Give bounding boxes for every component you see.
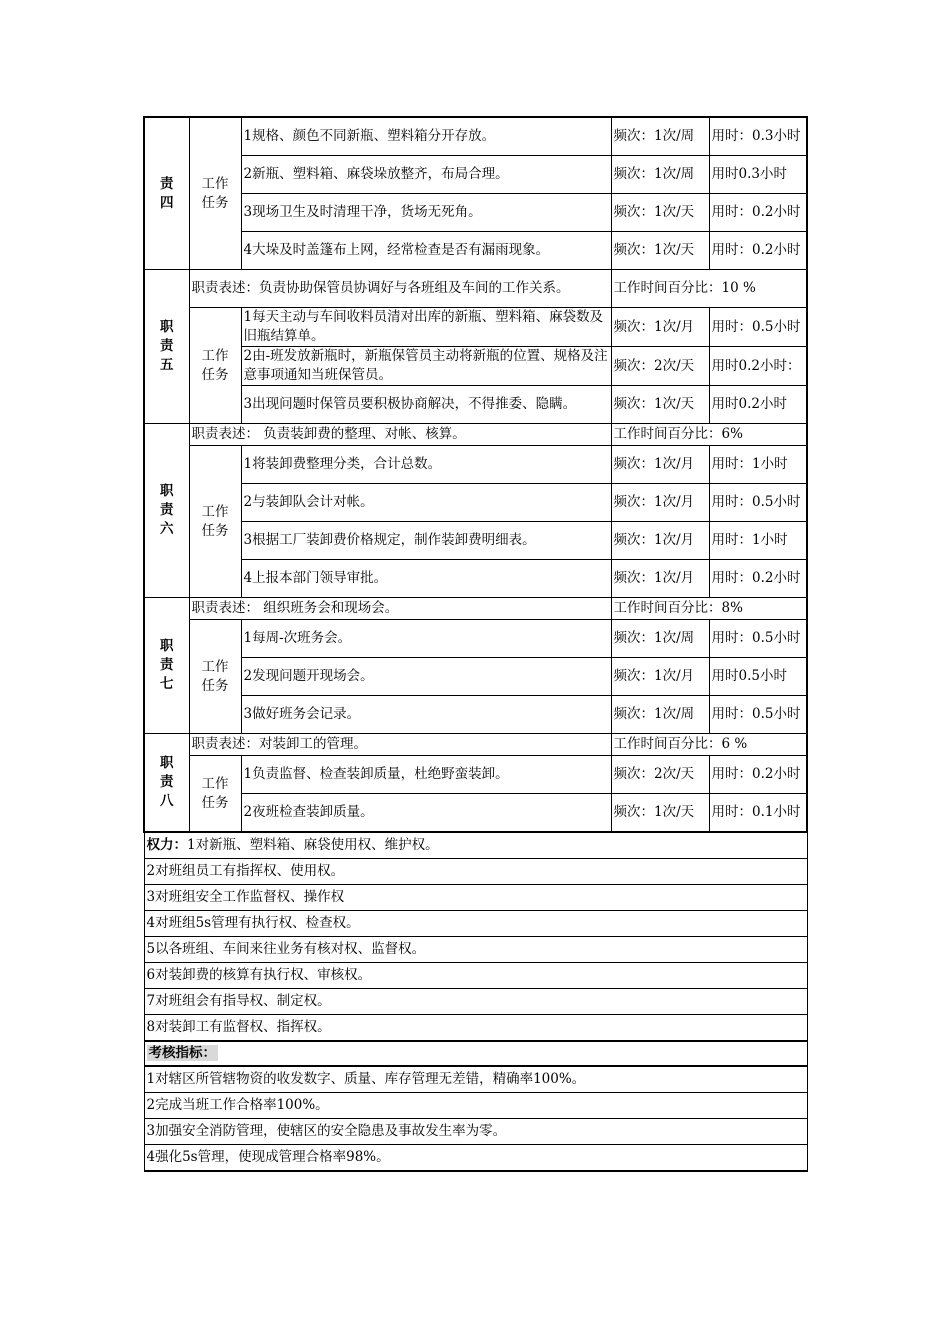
duty5-label: 职 责 五 [144,270,189,424]
duty6-task-label: 工作 任务 [189,446,241,598]
duty6-description-row [144,424,807,446]
duty5-task-1: 1每天主动与车间收料员清对出库的新瓶、塑料箱、麻袋数及旧瓶结算单。 [241,308,611,347]
duty5-task-3-frequency: 频次：1次/天 [611,386,709,424]
duty6-task-row [144,446,807,484]
kpi-item: 4强化5s管理，使现成管理合格率98%。 [144,1145,807,1172]
duty8-task-row [144,794,807,833]
duty7-task-3-frequency: 频次：1次/周 [611,696,709,734]
duty7-task-label: 工作 任务 [189,620,241,734]
duty4-task-4-frequency: 频次：1次/天 [611,232,709,270]
duty7-task-2: 2发现问题开现场会。 [241,658,611,696]
duty4-task-1-time: 用时：0.3小时 [709,117,807,156]
duty7-label: 职 责 七 [144,598,189,734]
duty7-task-row [144,658,807,696]
kpi-heading-row [144,1041,807,1066]
duty4-task-row [144,117,807,156]
power-item: 2对班组员工有指挥权、使用权。 [144,859,807,885]
duty7-task-1-frequency: 频次：1次/周 [611,620,709,658]
duty5-description: 职责表述：负责协助保管员协调好与各班组及车间的工作关系。 [189,270,611,308]
powers-row [144,963,807,989]
duty6-time-percentage: 工作时间百分比：6% [611,424,807,446]
duty8-task-1: 1负责监督、检查装卸质量，杜绝野蛮装卸。 [241,756,611,794]
duty5-task-row [144,347,807,386]
duty7-task-row [144,620,807,658]
power-item: 1对新瓶、塑料箱、麻袋使用权、维护权。 [187,837,439,853]
duty5-task-2-time: 用时0.2小时： [709,347,807,386]
duty5-task-2-frequency: 频次：2次/天 [611,347,709,386]
duty8-task-2-frequency: 频次：1次/天 [611,794,709,833]
duty8-task-2-time: 用时：0.1小时 [709,794,807,833]
duty7-task-3-time: 用时：0.5小时 [709,696,807,734]
duty4-task-1-frequency: 频次：1次/周 [611,117,709,156]
kpi-item: 1对辖区所管辖物资的收发数字、质量、库存管理无差错，精确率100%。 [144,1066,807,1093]
duty8-task-1-frequency: 频次：2次/天 [611,756,709,794]
duty8-task-row [144,756,807,794]
duty5-task-row [144,386,807,424]
duty7-task-2-frequency: 频次：1次/月 [611,658,709,696]
duty6-task-1-time: 用时：1小时 [709,446,807,484]
duty5-description-row [144,270,807,308]
power-item: 5以各班组、车间来往业务有核对权、监督权。 [144,937,807,963]
power-item: 8对装卸工有监督权、指挥权。 [144,1015,807,1042]
duty6-task-3-time: 用时：1小时 [709,522,807,560]
power-item: 7对班组会有指导权、制定权。 [144,989,807,1015]
duty7-time-percentage: 工作时间百分比：8% [611,598,807,620]
duty4-task-2-time: 用时0.3小时 [709,156,807,194]
powers-row [144,885,807,911]
duty4-task-3: 3现场卫生及时清理干净，货场无死角。 [241,194,611,232]
duty7-task-2-time: 用时0.5小时 [709,658,807,696]
duty7-task-1-time: 用时：0.5小时 [709,620,807,658]
duty5-task-2: 2由-班发放新瓶时，新瓶保管员主动将新瓶的位置、规格及注意事项通知当班保管员。 [241,347,611,386]
duty6-task-4: 4上报本部门领导审批。 [241,560,611,598]
duty4-task-1: 1规格、颜色不同新瓶、塑料箱分开存放。 [241,117,611,156]
powers-row [144,859,807,885]
kpi-row [144,1093,807,1119]
duty4-task-4: 4大垛及时盖篷布上网，经常检查是否有漏雨现象。 [241,232,611,270]
duty6-task-1-frequency: 频次：1次/月 [611,446,709,484]
duty6-task-row [144,484,807,522]
duty5-task-3-time: 用时0.2小时 [709,386,807,424]
duty6-label: 职 责 六 [144,424,189,598]
duty6-task-row [144,560,807,598]
duty4-task-row [144,232,807,270]
duty6-description: 职责表述： 负责装卸费的整理、对帐、核算。 [189,424,611,446]
duty5-task-label: 工作 任务 [189,308,241,424]
powers-row [144,832,807,859]
duty5-task-row [144,308,807,347]
kpi-heading-cell [144,1041,807,1066]
duty4-task-3-time: 用时：0.2小时 [709,194,807,232]
duty4-task-label: 工作 任务 [189,117,241,270]
powers-heading: 权力： [146,837,187,853]
duty6-task-row [144,522,807,560]
duty6-task-4-time: 用时：0.2小时 [709,560,807,598]
powers-first-line [144,832,807,859]
powers-row [144,1015,807,1042]
duty4-task-3-frequency: 频次：1次/天 [611,194,709,232]
duty8-task-2: 2夜班检查装卸质量。 [241,794,611,833]
kpi-row [144,1066,807,1093]
duty6-task-4-frequency: 频次：1次/月 [611,560,709,598]
duty6-task-1: 1将装卸费整理分类，合计总数。 [241,446,611,484]
duty4-task-4-time: 用时：0.2小时 [709,232,807,270]
power-item: 4对班组5s管理有执行权、检查权。 [144,911,807,937]
kpi-heading: 考核指标： [148,1045,216,1061]
duties-table [143,116,808,1172]
duty4-task-2: 2新瓶、塑料箱、麻袋垛放整齐，布局合理。 [241,156,611,194]
duty4-label: 责 四 [144,117,189,270]
duty7-description: 职责表述： 组织班务会和现场会。 [189,598,611,620]
powers-row [144,911,807,937]
duty8-task-label: 工作 任务 [189,756,241,833]
powers-row [144,937,807,963]
kpi-item: 3加强安全消防管理，使辖区的安全隐患及事故发生率为零。 [144,1119,807,1145]
duty8-label: 职 责 八 [144,734,189,833]
duty8-task-1-time: 用时：0.2小时 [709,756,807,794]
duty5-task-1-time: 用时：0.5小时 [709,308,807,347]
duty4-task-row [144,194,807,232]
duty6-task-2-frequency: 频次：1次/月 [611,484,709,522]
duty8-description: 职责表述：对装卸工的管理。 [189,734,611,756]
kpi-row [144,1145,807,1172]
power-item: 3对班组安全工作监督权、操作权 [144,885,807,911]
duty5-task-1-frequency: 频次：1次/月 [611,308,709,347]
duty7-task-1: 1每周-次班务会。 [241,620,611,658]
power-item: 6对装卸费的核算有执行权、审核权。 [144,963,807,989]
duty5-task-3: 3出现问题时保管员要积极协商解决，不得推委、隐瞒。 [241,386,611,424]
duty6-task-2-time: 用时：0.5小时 [709,484,807,522]
duty8-time-percentage: 工作时间百分比：6 % [611,734,807,756]
kpi-row [144,1119,807,1145]
job-description-document [143,116,806,1172]
duty7-task-3: 3做好班务会记录。 [241,696,611,734]
powers-row [144,989,807,1015]
duty5-time-percentage: 工作时间百分比：10 % [611,270,807,308]
kpi-item: 2完成当班工作合格率100%。 [144,1093,807,1119]
duty6-task-3-frequency: 频次：1次/月 [611,522,709,560]
duty4-task-row [144,156,807,194]
duty6-task-3: 3根据工厂装卸费价格规定，制作装卸费明细表。 [241,522,611,560]
duty8-description-row [144,734,807,756]
duty6-task-2: 2与装卸队会计对帐。 [241,484,611,522]
duty4-task-2-frequency: 频次：1次/周 [611,156,709,194]
duty7-task-row [144,696,807,734]
duty7-description-row [144,598,807,620]
